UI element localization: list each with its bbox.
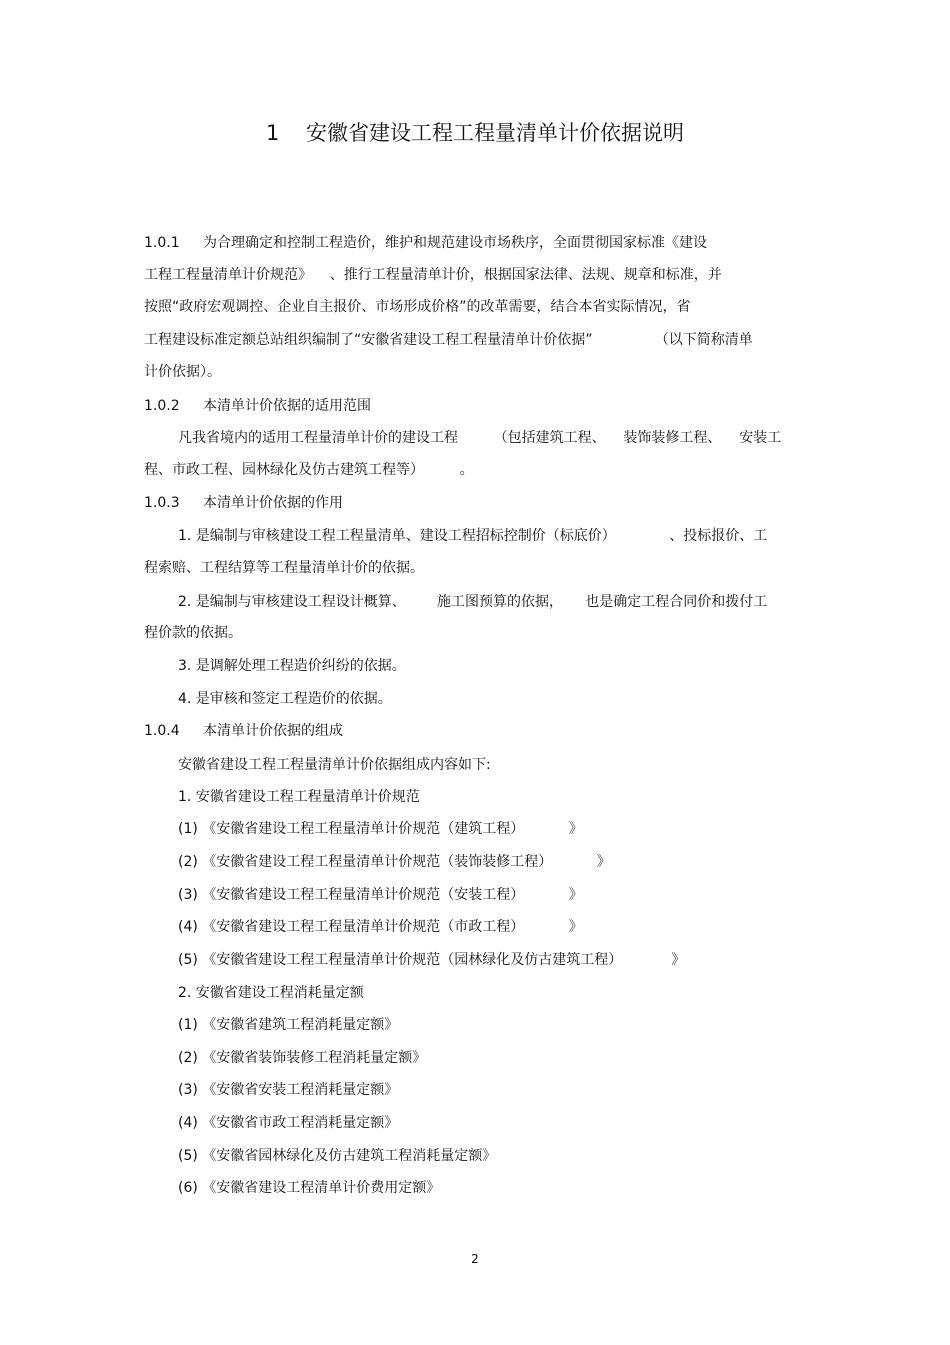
section-heading: 本清单计价依据的适用范围	[203, 398, 371, 414]
list-item: 3. 是调解处理工程造价纠纷的依据。	[178, 658, 406, 674]
list-item: 4. 是审核和签定工程造价的依据。	[178, 691, 392, 707]
section-number: 1.0.1	[144, 235, 180, 251]
list-item: (2) 《安徽省装饰装修工程消耗量定额》	[178, 1050, 427, 1066]
paragraph-line: 凡我省境内的适用工程量清单计价的建设工程 （包括建筑工程、 装饰装修工程、 安装工	[178, 430, 782, 446]
paragraph-line: 工程工程量清单计价规范》 、推行工程量清单计价，根据国家法律、法规、规章和标准，并	[144, 267, 722, 283]
page-title: 1 安徽省建设工程工程量清单计价依据说明	[265, 121, 685, 145]
paragraph-line: 程、市政工程、园林绿化及仿古建筑工程等） 。	[144, 462, 474, 478]
list-item: (5) 《安徽省建设工程工程量清单计价规范（园林绿化及仿古建筑工程） 》	[178, 952, 686, 968]
page-number: 2	[471, 1252, 479, 1266]
list-heading: 1. 安徽省建设工程工程量清单计价规范	[178, 789, 420, 805]
section-number: 1.0.2	[144, 398, 180, 414]
list-item: (4) 《安徽省建设工程工程量清单计价规范（市政工程） 》	[178, 919, 583, 935]
section-heading: 本清单计价依据的组成	[203, 723, 343, 739]
list-item: (3) 《安徽省建设工程工程量清单计价规范（安装工程） 》	[178, 887, 583, 903]
section-number: 1.0.3	[144, 495, 180, 511]
list-item-continuation: 程索赔、工程结算等工程量清单计价的依据。	[144, 560, 424, 576]
paragraph-line: 为合理确定和控制工程造价，维护和规范建设市场秩序，全面贯彻国家标准《建设	[203, 235, 707, 251]
paragraph-line: 计价依据）。	[144, 364, 221, 380]
list-item: (1) 《安徽省建筑工程消耗量定额》	[178, 1017, 399, 1033]
section-heading: 本清单计价依据的作用	[203, 495, 343, 511]
list-item-continuation: 程价款的依据。	[144, 625, 242, 641]
list-item: (5) 《安徽省园林绿化及仿古建筑工程消耗量定额》	[178, 1148, 497, 1164]
list-item: (4) 《安徽省市政工程消耗量定额》	[178, 1115, 399, 1131]
paragraph-line: 安徽省建设工程工程量清单计价依据组成内容如下:	[178, 757, 491, 773]
paragraph-line: 按照“政府宏观调控、企业自主报价、市场形成价格”的改革需要，结合本省实际情况，省	[144, 299, 691, 315]
list-item: (6) 《安徽省建设工程清单计价费用定额》	[178, 1180, 441, 1196]
list-item: (2) 《安徽省建设工程工程量清单计价规范（装饰装修工程） 》	[178, 854, 611, 870]
list-item: 2. 是编制与审核建设工程设计概算、 施工图预算的依据， 也是确定工程合同价和拨付工	[178, 594, 768, 610]
paragraph-line: 工程建设标准定额总站组织编制了“安徽省建设工程工程量清单计价依据” （以下简称清单	[144, 332, 753, 348]
list-item: (3) 《安徽省安装工程消耗量定额》	[178, 1082, 399, 1098]
list-heading: 2. 安徽省建设工程消耗量定额	[178, 985, 364, 1001]
section-number: 1.0.4	[144, 723, 180, 739]
list-item: (1) 《安徽省建设工程工程量清单计价规范（建筑工程） 》	[178, 821, 583, 837]
list-item: 1. 是编制与审核建设工程工程量清单、建设工程招标控制价（标底价） 、投标报价、工	[178, 528, 768, 544]
